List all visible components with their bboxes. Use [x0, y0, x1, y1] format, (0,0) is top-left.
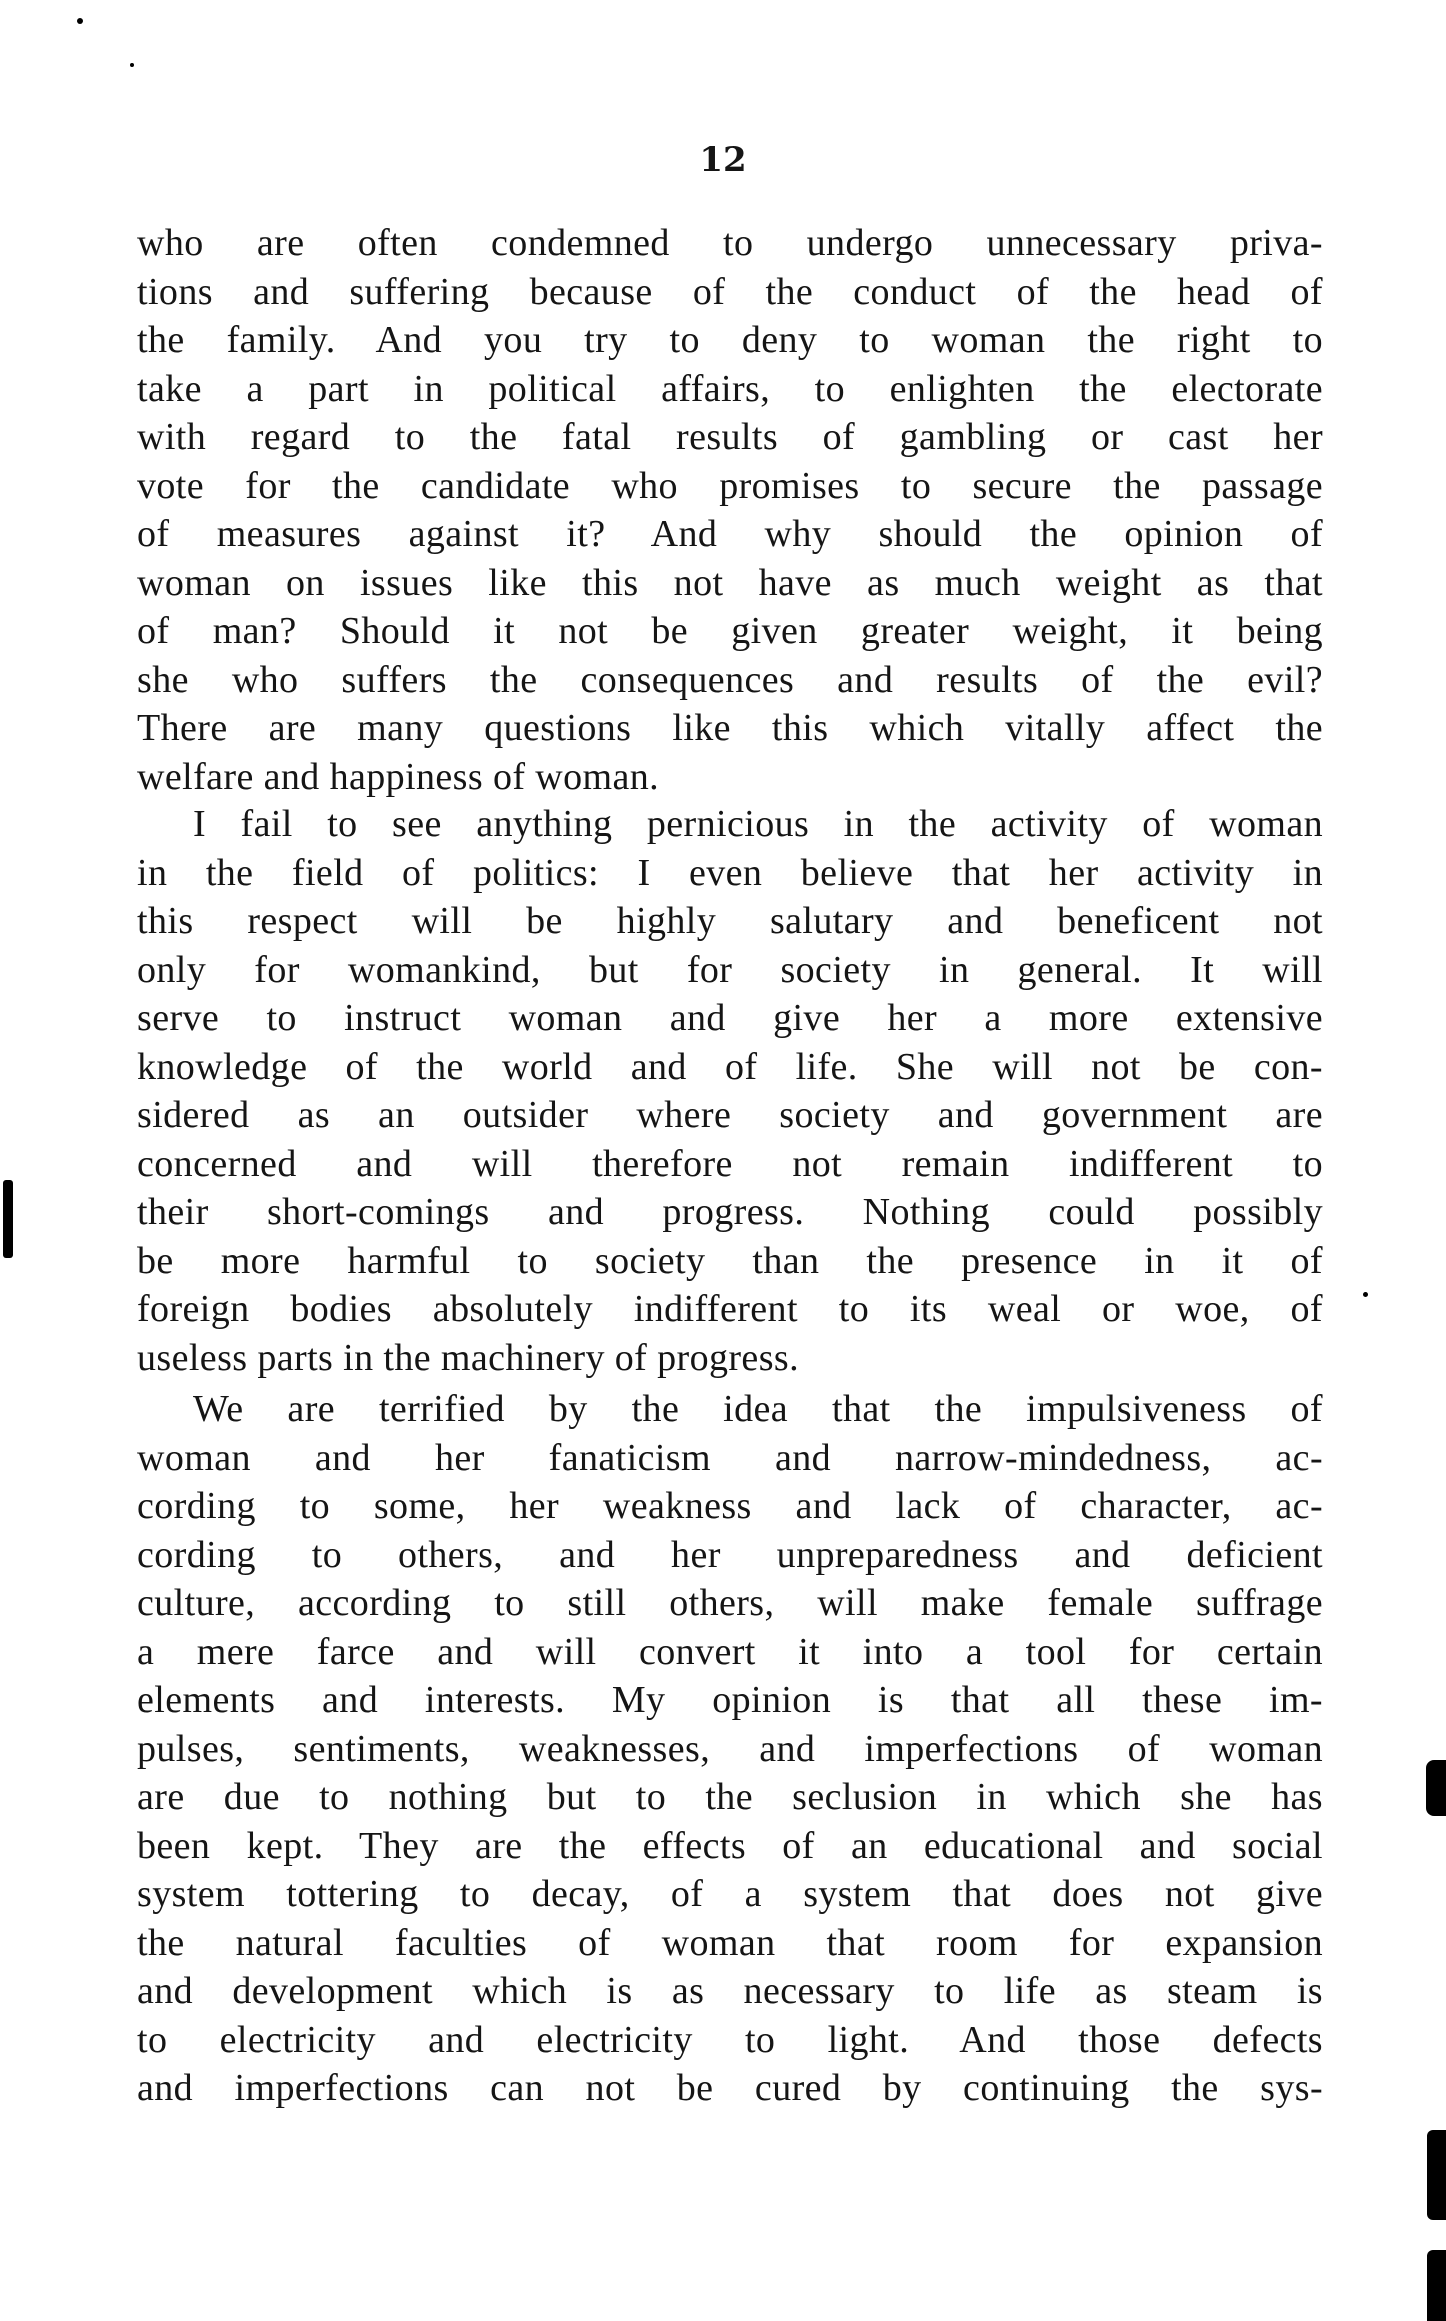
paragraph-1: [137, 219, 1323, 801]
text-line: been kept. They are the effects of an educational and social: [137, 1824, 1323, 1867]
text-line: serve to instruct woman and give her a more extensive: [137, 997, 1323, 1039]
scan-speck: [1363, 1292, 1368, 1297]
text-line: only for womankind, but for society in general. It will: [137, 948, 1323, 991]
scan-speck: [77, 18, 83, 24]
text-line: We are terrified by the idea that the impulsiveness of: [193, 1388, 1323, 1430]
text-line: the family. And you try to deny to woman the right to: [137, 319, 1323, 361]
text-line: knowledge of the world and of life. She will not be con-: [137, 1045, 1323, 1088]
text-line: useless parts in the machinery of progress.: [137, 1336, 799, 1379]
text-line: pulses, sentiments, weaknesses, and imperfections of woman: [137, 1727, 1323, 1770]
text-line: with regard to the fatal results of gambling or cast her: [137, 416, 1323, 458]
scan-edge-mark: [1427, 2250, 1446, 2321]
text-line: the natural faculties of woman that room for expansion: [137, 1921, 1323, 1964]
text-line: a mere farce and will convert it into a tool for certain: [137, 1630, 1323, 1673]
text-line: woman and her fanaticism and narrow-mindedness, ac-: [137, 1436, 1323, 1479]
paragraph-3: [137, 1385, 1323, 2113]
text-line: I fail to see anything pernicious in the activity of woman: [193, 803, 1323, 845]
text-line: of measures against it? And why should the opinion of: [137, 513, 1323, 555]
text-line: culture, according to still others, will make female suffrage: [137, 1582, 1323, 1624]
text-line: and development which is as necessary to life as steam is: [137, 1970, 1323, 2012]
text-line: are due to nothing but to the seclusion in which she has: [137, 1776, 1323, 1818]
text-line: sidered as an outsider where society and government are: [137, 1094, 1323, 1136]
text-line: vote for the candidate who promises to secure the passage: [137, 464, 1323, 507]
text-line: woman on issues like this not have as much weight as that: [137, 561, 1323, 604]
text-line: There are many questions like this which vitally affect the: [137, 707, 1323, 749]
paragraph-2: [137, 800, 1323, 1382]
text-line: she who suffers the consequences and results of the evil?: [137, 658, 1323, 701]
text-line: in the field of politics: I even believe that her activity in: [137, 851, 1323, 894]
text-line: and imperfections can not be cured by continuing the sys-: [137, 2067, 1323, 2109]
scan-edge-mark: [1427, 2130, 1446, 2220]
text-line: system tottering to decay, of a system that does not give: [137, 1873, 1323, 1915]
text-line: who are often condemned to undergo unnecessary priva-: [137, 222, 1323, 264]
scan-edge-mark: [1426, 1760, 1446, 1816]
text-line: their short-comings and progress. Nothing could possibly: [137, 1191, 1323, 1233]
text-line: foreign bodies absolutely indifferent to its weal or woe, of: [137, 1288, 1323, 1330]
text-line: welfare and happiness of woman.: [137, 755, 660, 798]
page-number: 12: [699, 140, 747, 180]
scan-edge-mark: [3, 1180, 13, 1258]
text-line: tions and suffering because of the conduct of the head of: [137, 270, 1323, 313]
text-line: take a part in political affairs, to enlighten the electorate: [137, 367, 1323, 410]
text-line: to electricity and electricity to light. And those defects: [137, 2018, 1323, 2061]
text-line: cording to others, and her unpreparedness and deficient: [137, 1533, 1323, 1576]
text-line: concerned and will therefore not remain indifferent to: [137, 1142, 1323, 1185]
text-line: of man? Should it not be given greater weight, it being: [137, 610, 1323, 652]
text-line: cording to some, her weakness and lack of character, ac-: [137, 1485, 1323, 1527]
text-line: be more harmful to society than the presence in it of: [137, 1239, 1323, 1282]
text-line: elements and interests. My opinion is that all these im-: [137, 1679, 1323, 1721]
text-line: this respect will be highly salutary and beneficent not: [137, 900, 1323, 942]
scan-speck: [130, 63, 134, 67]
